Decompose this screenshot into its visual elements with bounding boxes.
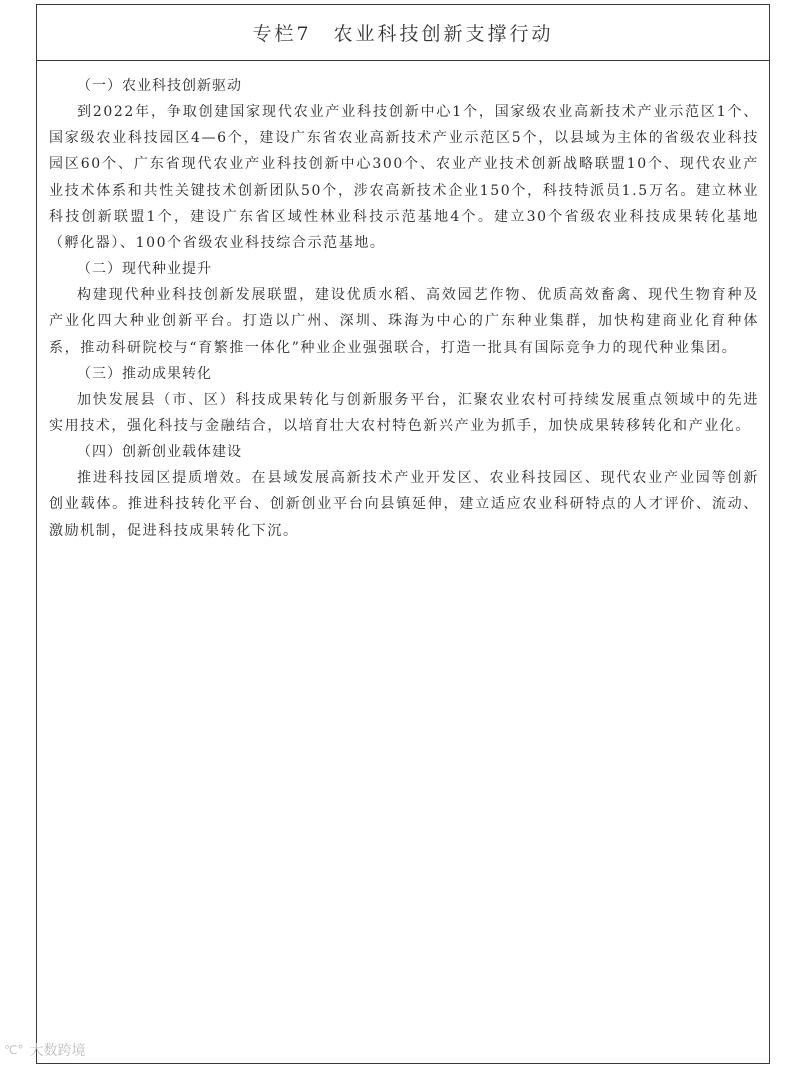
- watermark-text: 大数跨境: [29, 1043, 86, 1059]
- section-heading: （二）现代种业提升: [77, 261, 212, 278]
- section-body: 到2022年，争取创建国家现代农业产业科技创新中心1个，国家级农业高新技术产业示范区1个、国家级农业科技园区4—6个，建设广东省农业高新技术产业示范区5个，以县域为主体的省级农业科技园区60个、广东省现代农业产业科技创新中心300个、农业产业技术创新战略联盟10个、现代农业产业技术体系和共性关键技术创新团队50个，涉农高新技术企业150个，科技特派员1.5万名。建立林业科技创新联盟1个，建设广东省区域性林业科技示范基地4个。建立30个省级农业科技成果转化基地（孵化器）、100个省级农业科技综合示范基地。: [49, 104, 759, 252]
- section-body: 推进科技园区提质增效。在县域发展高新技术产业开发区、农业科技园区、现代农业产业园等创新创业载体。推进科技转化平台、创新创业平台向县镇延伸，建立适应农业科研特点的人才评价、流动、激励机制，促进科技成果转化下沉。: [49, 470, 759, 539]
- watermark: [4, 1040, 85, 1060]
- section-heading: （三）推动成果转化: [77, 365, 212, 382]
- watermark-logo-icon: ℃°: [4, 1043, 24, 1057]
- box-content: [37, 61, 769, 544]
- column-title: 农业科技创新支撑行动: [333, 23, 554, 45]
- section-2: [49, 256, 759, 361]
- section-4: [49, 439, 759, 544]
- section-heading: （四）创新创业载体建设: [77, 444, 242, 461]
- section-3: [49, 361, 759, 439]
- section-body: 加快发展县（市、区）科技成果转化与创新服务平台，汇聚农业农村可持续发展重点领域中的先进实用技术，强化科技与金融结合，以培育壮大农村特色新兴产业为抓手，加快成果转移转化和产业化。: [49, 391, 759, 435]
- box-title: [252, 19, 553, 46]
- column-box: [36, 4, 770, 1064]
- section-heading: （一）农业科技创新驱动: [77, 78, 242, 94]
- section-1: [49, 73, 759, 256]
- column-label: 专栏7: [252, 23, 312, 45]
- title-row: [37, 5, 769, 61]
- section-body: 构建现代种业科技创新发展联盟，建设优质水稻、高效园艺作物、优质高效畜禽、现代生物育种及产业化四大种业创新平台。打造以广州、深圳、珠海为中心的广东种业集群，加快构建商业化育种体系，推动科研院校与“育繁推一体化”种业企业强强联合，打造一批具有国际竞争力的现代种业集团。: [49, 287, 759, 356]
